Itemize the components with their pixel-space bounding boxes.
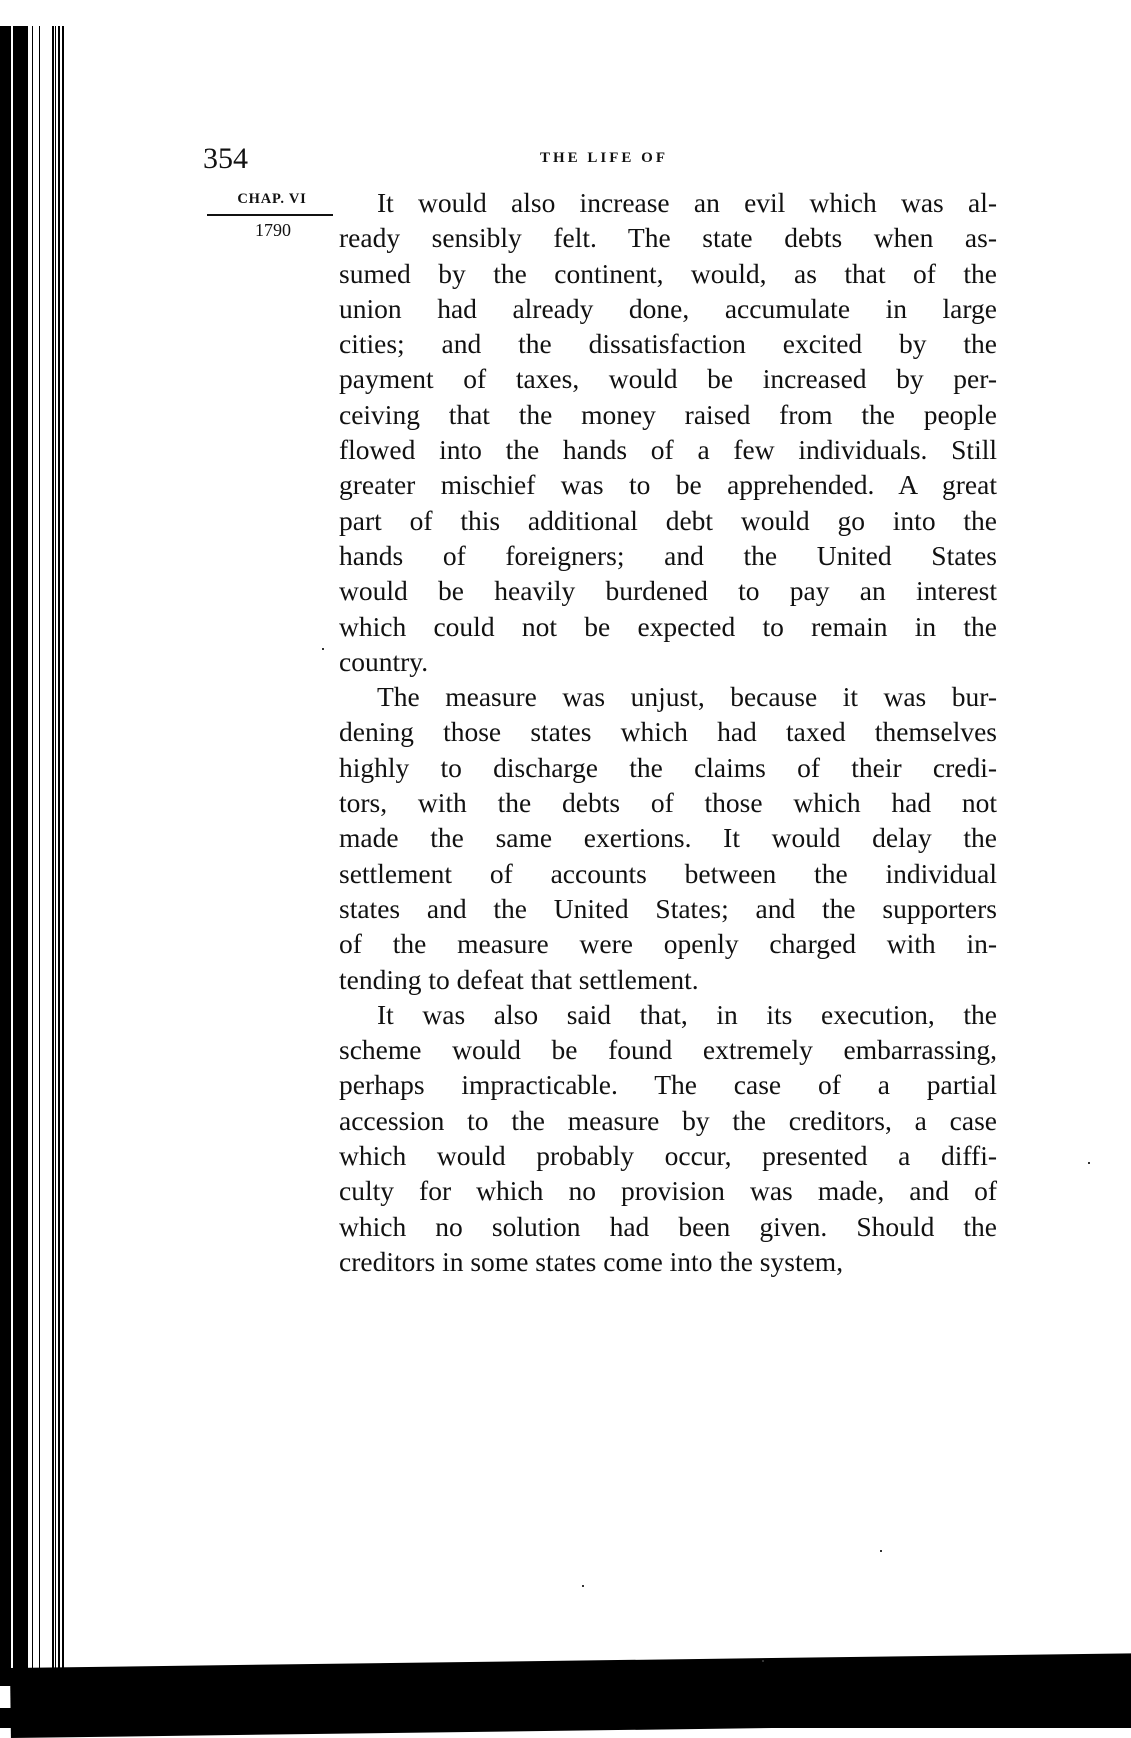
text-line: part of this additional debt would go into the xyxy=(339,504,997,536)
running-head: THE LIFE OF xyxy=(540,150,669,166)
scan-speck xyxy=(582,1585,584,1587)
text-line: cities; and the dissatisfaction excited by the xyxy=(339,328,997,360)
body-text xyxy=(339,185,997,1279)
text-line: creditors in some states come into the system, xyxy=(339,1245,844,1277)
text-line: greater mischief was to be apprehended. A great xyxy=(339,469,997,501)
margin-rule xyxy=(207,214,333,216)
text-line: of the measure were openly charged with in- xyxy=(339,928,997,960)
scanned-bottom-border xyxy=(0,1708,1131,1728)
margin-year: 1790 xyxy=(255,220,291,240)
text-line: which could not be expected to remain in the xyxy=(339,610,997,642)
text-line: The measure was unjust, because it was bur- xyxy=(377,681,997,713)
margin-note xyxy=(207,186,333,241)
text-line: culty for which no provision was made, and of xyxy=(339,1175,997,1207)
text-line: ready sensibly felt. The state debts when as- xyxy=(339,222,997,254)
paragraph xyxy=(339,997,997,1279)
text-line: which would probably occur, presented a diffi- xyxy=(339,1140,997,1172)
text-line: country. xyxy=(339,645,429,677)
text-line: tending to defeat that settlement. xyxy=(339,963,699,995)
scanned-binding-edge xyxy=(0,26,70,1686)
text-line: union had already done, accumulate in large xyxy=(339,292,997,324)
paragraph xyxy=(339,185,997,679)
text-line: scheme would be found extremely embarrassing, xyxy=(339,1034,997,1066)
text-line: It was also said that, in its execution, the xyxy=(377,998,997,1030)
text-line: which no solution had been given. Should the xyxy=(339,1210,997,1242)
text-line: tors, with the debts of those which had not xyxy=(339,787,997,819)
text-line: payment of taxes, would be increased by per- xyxy=(339,363,997,395)
text-line: perhaps impracticable. The case of a partial xyxy=(339,1069,997,1101)
text-line: highly to discharge the claims of their credi- xyxy=(339,751,997,783)
page-number: 354 xyxy=(203,142,248,175)
text-line: It would also increase an evil which was al- xyxy=(377,187,997,218)
paragraph xyxy=(339,679,997,997)
text-line: flowed into the hands of a few individuals. Still xyxy=(339,434,997,466)
text-line: dening those states which had taxed themselves xyxy=(339,716,997,748)
scan-speck xyxy=(1088,1162,1090,1164)
text-line: settlement of accounts between the individual xyxy=(339,857,997,889)
margin-chapter: CHAP. VI xyxy=(237,191,307,207)
text-line: accession to the measure by the creditors, a case xyxy=(339,1104,997,1136)
text-line: would be heavily burdened to pay an interest xyxy=(339,575,997,607)
scan-speck xyxy=(322,648,324,650)
scan-speck xyxy=(762,1660,764,1662)
text-line: ceiving that the money raised from the people xyxy=(339,398,997,430)
scan-speck xyxy=(880,1550,882,1552)
text-line: made the same exertions. It would delay the xyxy=(339,822,997,854)
text-line: sumed by the continent, would, as that of the xyxy=(339,257,997,289)
text-line: states and the United States; and the supporters xyxy=(339,892,997,924)
text-line: hands of foreigners; and the United States xyxy=(339,539,997,571)
